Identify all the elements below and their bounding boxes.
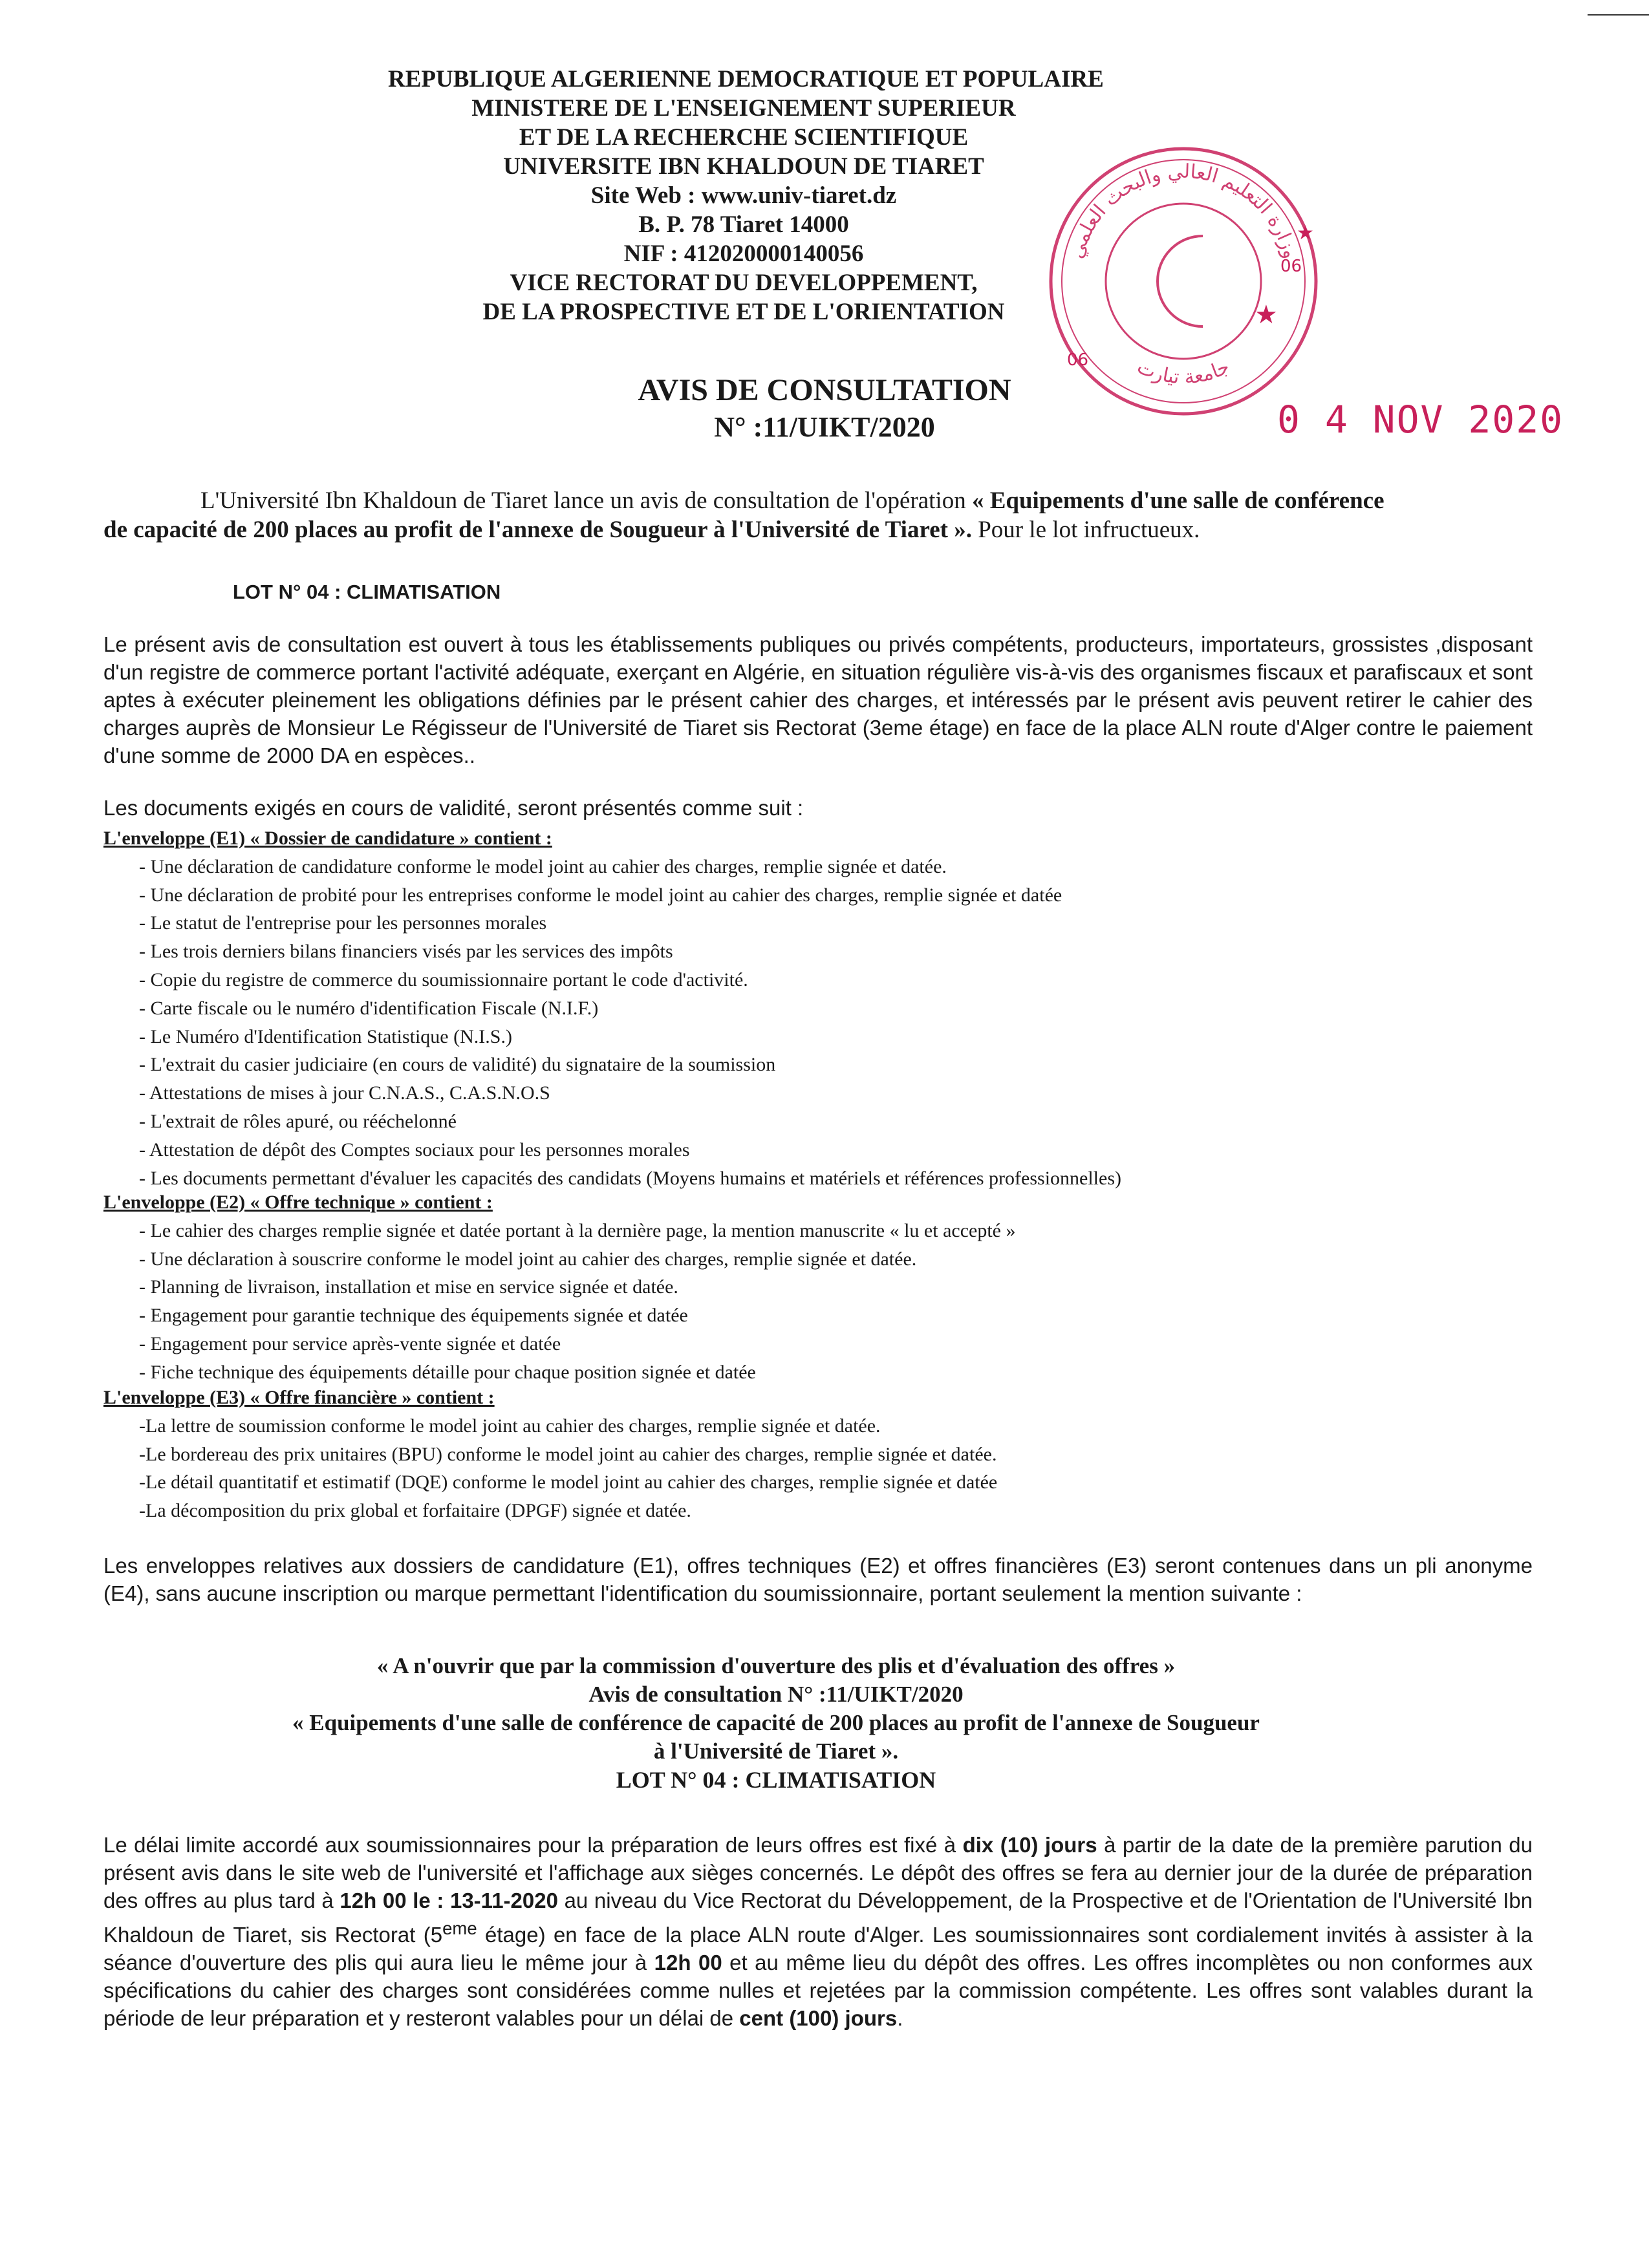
- intro-text-end: Pour le lot infructueux.: [971, 517, 1200, 543]
- svg-text:جامعة تيارت: [1134, 356, 1233, 389]
- list-item: - Les documents permettant d'évaluer les capacités des candidats (Moyens humains et matériels et références professionnelles): [139, 1167, 1121, 1189]
- list-item: - Carte fiscale ou le numéro d'identification Fiscale (N.I.F.): [139, 997, 599, 1019]
- header-line: ET DE LA RECHERCHE SCIENTIFIQUE: [519, 124, 969, 151]
- intro-project-title: « Equipements d'une salle de conférence de capacité de 200 places au profit de l'annexe de Sougueur à l'Université de Tiaret ».: [103, 487, 1385, 543]
- header-line: REPUBLIQUE ALGERIENNE DEMOCRATIQUE ET POPULAIRE: [388, 66, 1104, 92]
- floor-superscript: eme: [442, 1918, 477, 1938]
- list-item: - Attestations de mises à jour C.N.A.S., C.A.S.N.O.S: [139, 1082, 550, 1104]
- stamp-number-right: 06: [1280, 257, 1302, 276]
- list-item: - Le statut de l'entreprise pour les personnes morales: [139, 912, 547, 934]
- list-item: - Fiche technique des équipements détaille pour chaque position signée et datée: [139, 1361, 756, 1383]
- institution-header: [388, 65, 1104, 326]
- envelope-e3-list: [103, 1412, 997, 1525]
- notice-number: N° :11/UIKT/2020: [714, 411, 935, 443]
- list-item: - L'extrait de rôles apuré, ou rééchelonné: [139, 1110, 457, 1132]
- opening-time: 12h 00: [654, 1951, 722, 1974]
- list-item: - Le Numéro d'Identification Statistique (N.I.S.): [139, 1025, 512, 1047]
- list-item: -La décomposition du prix global et forfaitaire (DPGF) signée et datée.: [139, 1500, 691, 1522]
- mention-line: « A n'ouvrir que par la commission d'ouverture des plis et d'évaluation des offres »: [376, 1653, 1176, 1678]
- notice-title-main: AVIS DE CONSULTATION: [638, 373, 1011, 407]
- header-line: DE LA PROSPECTIVE ET DE L'ORIENTATION: [482, 299, 1005, 325]
- envelope-e2-title: L'enveloppe (E2) « Offre technique » contient :: [103, 1192, 493, 1213]
- mention-line: à l'Université de Tiaret ».: [653, 1738, 899, 1764]
- notice-title: [550, 372, 1099, 445]
- intro-text: L'Université Ibn Khaldoun de Tiaret lance un avis de consultation de l'opération: [200, 487, 972, 514]
- list-item: - Une déclaration à souscrire conforme le model joint au cahier des charges, remplie signée et datée.: [139, 1248, 917, 1270]
- eligibility-paragraph: Le présent avis de consultation est ouvert à tous les établissements publiques ou privés compétents, producteurs, importateurs, grossistes ,disposant d'un registre de commerce portant l'activité adéquate, exerçant en Algérie, en situation régulière vis-à-vis des organismes fiscaux et parafiscaux et sont aptes à exécuter pleinement les obligations définies par le présent cahier des charges, et intéressés par le présent avis peuvent retirer le cahier des charges auprès de Monsieur Le Régisseur de l'Université de Tiaret sis Rectorat (3eme étage) en face de la place ALN route d'Alger contre le paiement d'une somme de 2000 DA en espèces..: [103, 632, 1533, 767]
- anonymous-envelope-paragraph: Les enveloppes relatives aux dossiers de candidature (E1), offres techniques (E2) et offres financières (E3) seront contenues dans un pli anonyme (E4), sans aucune inscription ou marque permettant l'identification du soumissionnaire, portant seulement la mention suivante :: [103, 1554, 1533, 1605]
- list-item: -Le bordereau des prix unitaires (BPU) conforme le model joint au cahier des charges, remplie signée et datée.: [139, 1443, 997, 1465]
- deadline-text: et au même lieu du dépôt des offres. Les offres incomplètes ou non conformes aux spécifications du cahier des charges sont considérées comme nulles et rejetées par la commission compétente. Les offres sont valables durant la période de leur préparation et y resteront valables pour un délai de: [103, 1951, 1533, 2030]
- envelope-e1-section: [103, 824, 1121, 1192]
- svg-text:وزارة التعليم العالي والبحث ال: [1065, 160, 1302, 261]
- envelope-e3-title: L'enveloppe (E3) « Offre financière » contient :: [103, 1387, 495, 1408]
- header-line: UNIVERSITE IBN KHALDOUN DE TIARET: [503, 153, 984, 180]
- mention-lot: LOT N° 04 : CLIMATISATION: [616, 1767, 936, 1793]
- date-stamp: 0 4 NOV 2020: [1277, 398, 1564, 442]
- list-item: -Le détail quantitatif et estimatif (DQE) conforme le model joint au cahier des charges, remplie signée et datée: [139, 1471, 998, 1493]
- deadline-text: au niveau du Vice Rectorat du Développement, de la Prospective et de l'Orientation de l'Université Ibn Khaldoun de Tiaret, sis Rectorat (5: [103, 1888, 1533, 1947]
- documents-intro: Les documents exigés en cours de validité, seront présentés comme suit :: [103, 796, 804, 820]
- stamp-star-icon: ★: [1255, 300, 1278, 330]
- deadline-paragraph: [103, 1831, 1533, 2032]
- deadline-date: 12h 00 le : 13-11-2020: [339, 1888, 558, 1912]
- list-item: - Une déclaration de probité pour les entreprises conforme le model joint au cahier des charges, remplie signée et datée: [139, 884, 1062, 906]
- lot-label: LOT N° 04 : CLIMATISATION: [233, 581, 501, 603]
- intro-paragraph: [103, 486, 1403, 544]
- list-item: - Les trois derniers bilans financiers visés par les services des impôts: [139, 941, 673, 963]
- envelope-e2-section: [103, 1188, 1015, 1387]
- stamp-star-icon: ★: [1297, 222, 1314, 244]
- list-item: - Planning de livraison, installation et mise en service signée et datée.: [139, 1276, 678, 1298]
- list-item: -La lettre de soumission conforme le model joint au cahier des charges, remplie signée et datée.: [139, 1415, 881, 1437]
- header-line: B. P. 78 Tiaret 14000: [638, 211, 849, 238]
- deadline-text: étage) en face de la place ALN route d'Alger. Les soumissionnaires sont cordialement invités à assister à la séance d'ouverture des plis qui aura lieu le même jour à: [103, 1923, 1533, 1974]
- envelope-e1-title: L'enveloppe (E1) « Dossier de candidature » contient :: [103, 828, 552, 849]
- deadline-text: à partir de la date de la première parution du présent avis dans le site web de l'université et l'affichage aux sièges concernés. Le dépôt des offres se fera au dernier jour de la durée de préparation des offres au plus tard à: [103, 1833, 1533, 1912]
- list-item: - Engagement pour service après-vente signée et datée: [139, 1332, 561, 1354]
- validity-period: cent (100) jours: [739, 2006, 898, 2030]
- list-item: - L'extrait du casier judiciaire (en cours de validité) du signataire de la soumission: [139, 1054, 776, 1076]
- stamp-arabic-bottom: جامعة تيارت: [1134, 355, 1233, 389]
- mention-line: Avis de consultation N° :11/UIKT/2020: [588, 1682, 964, 1707]
- envelope-e3-section: [103, 1384, 997, 1525]
- list-item: - Engagement pour garantie technique des équipements signée et datée: [139, 1305, 688, 1327]
- stamp-arabic-top: وزارة التعليم العالي والبحث العلمي: [1065, 160, 1302, 261]
- list-item: - Copie du registre de commerce du soumissionnaire portant le code d'activité.: [139, 968, 748, 990]
- stamp-number-left: 06: [1067, 350, 1089, 370]
- header-line: NIF : 412020000140056: [623, 241, 864, 267]
- deadline-text: Le délai limite accordé aux soumissionnaires pour la préparation de leurs offres est fixé à: [103, 1833, 963, 1857]
- deadline-text: .: [897, 2006, 903, 2030]
- header-line: VICE RECTORAT DU DEVELOPPEMENT,: [510, 270, 978, 296]
- envelope-e2-list: [103, 1217, 1015, 1387]
- envelope-mention-block: [162, 1652, 1390, 1794]
- header-line: Site Web : www.univ-tiaret.dz: [590, 182, 897, 209]
- list-item: - Une déclaration de candidature conforme le model joint au cahier des charges, remplie signée et datée.: [139, 855, 947, 877]
- scan-edge-line: [1588, 14, 1649, 16]
- list-item: - Le cahier des charges remplie signée et datée portant à la dernière page, la mention manuscrite « lu et accepté »: [139, 1219, 1016, 1241]
- envelope-e1-list: [103, 853, 1121, 1193]
- header-line: MINISTERE DE L'ENSEIGNEMENT SUPERIEUR: [471, 95, 1016, 122]
- mention-line: « Equipements d'une salle de conférence de capacité de 200 places au profit de l'annexe de Sougueur: [292, 1710, 1260, 1735]
- deadline-days: dix (10) jours: [962, 1833, 1097, 1857]
- list-item: - Attestation de dépôt des Comptes sociaux pour les personnes morales: [139, 1139, 690, 1161]
